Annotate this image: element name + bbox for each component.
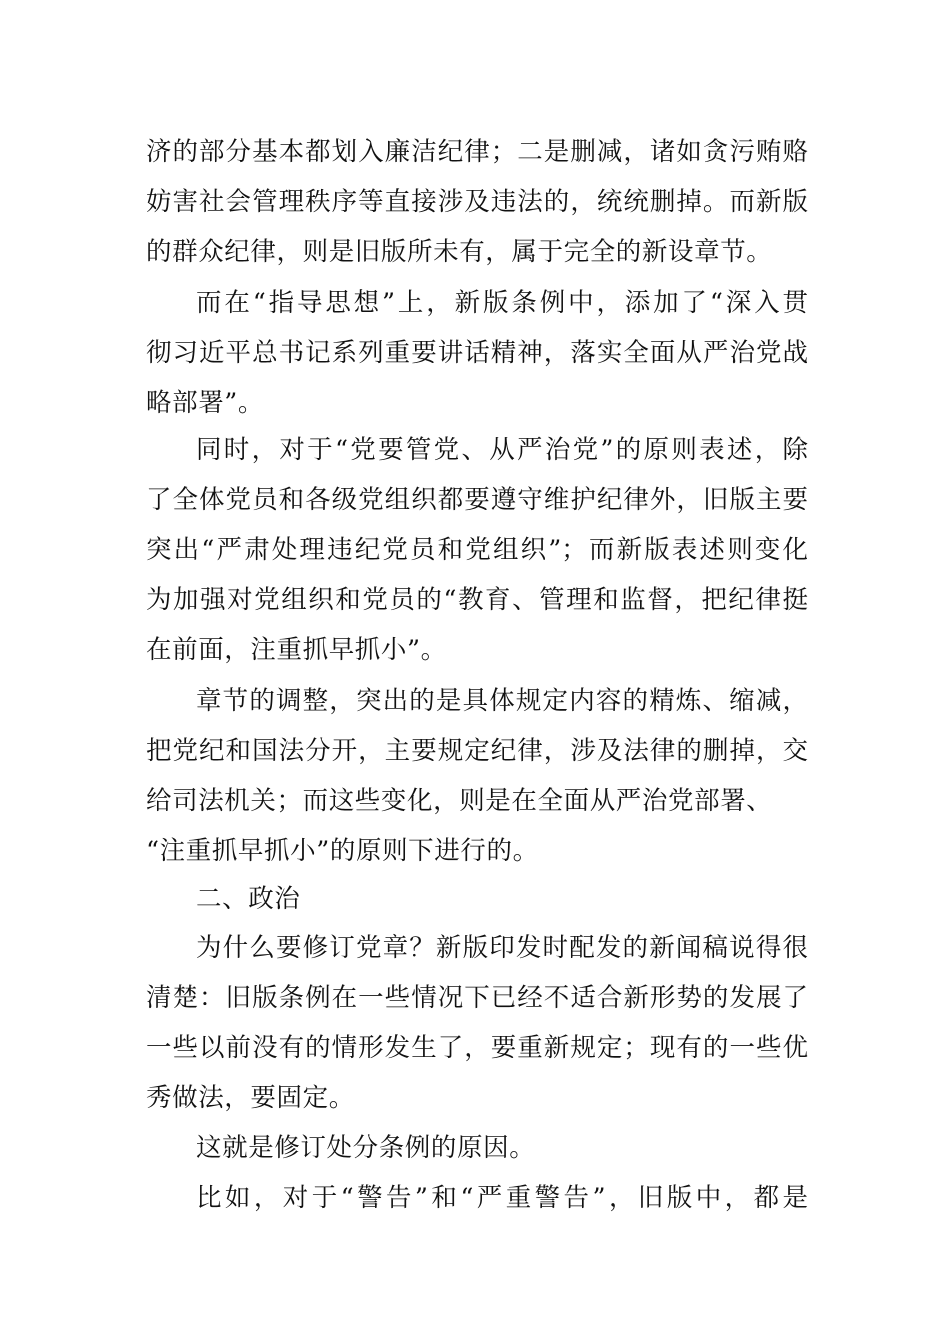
text-line-9: 突出“严肃处理违纪党员和党组织”；而新版表述则变化	[146, 535, 808, 565]
text-line-15: “注重抓早抓小”的原则下进行的。	[146, 836, 539, 866]
text-line-18: 清楚：旧版条例在一些情况下已经不适合新形势的发展了	[146, 983, 808, 1013]
text-line-10: 为加强对党组织和党员的“教育、管理和监督，把纪律挺	[146, 585, 808, 615]
text-line-1: 济的部分基本都划入廉洁纪律；二是删减，诸如贪污贿赂	[146, 137, 808, 167]
text-line-17: 为什么要修订党章？新版印发时配发的新闻稿说得很	[196, 933, 808, 963]
text-line-11: 在前面，注重抓早抓小”。	[146, 635, 447, 665]
text-line-20: 秀做法，要固定。	[146, 1083, 355, 1113]
text-line-3: 的群众纪律，则是旧版所未有，属于完全的新设章节。	[146, 237, 773, 267]
text-line-13: 把党纪和国法分开，主要规定纪律，涉及法律的删掉，交	[146, 736, 808, 766]
section-heading: 二、政治	[196, 884, 301, 914]
text-line-4: 而在“指导思想”上，新版条例中，添加了“深入贯	[196, 288, 808, 318]
text-line-8: 了全体党员和各级党组织都要遵守维护纪律外，旧版主要	[146, 485, 808, 515]
text-line-14: 给司法机关；而这些变化，则是在全面从严治党部署、	[146, 786, 773, 816]
text-line-19: 一些以前没有的情形发生了，要重新规定；现有的一些优	[146, 1033, 808, 1063]
text-line-2: 妨害社会管理秩序等直接涉及违法的，统统删掉。而新版	[146, 187, 808, 217]
text-line-12: 章节的调整，突出的是具体规定内容的精炼、缩减，	[196, 686, 808, 716]
text-line-21: 这就是修订处分条例的原因。	[196, 1133, 536, 1163]
text-line-7: 同时，对于“党要管党、从严治党”的原则表述，除	[196, 435, 808, 465]
text-line-6: 略部署”。	[146, 388, 265, 418]
text-line-22: 比如，对于“警告”和“严重警告”，旧版中，都是	[196, 1183, 808, 1213]
text-line-5: 彻习近平总书记系列重要讲话精神，落实全面从严治党战	[146, 338, 808, 368]
